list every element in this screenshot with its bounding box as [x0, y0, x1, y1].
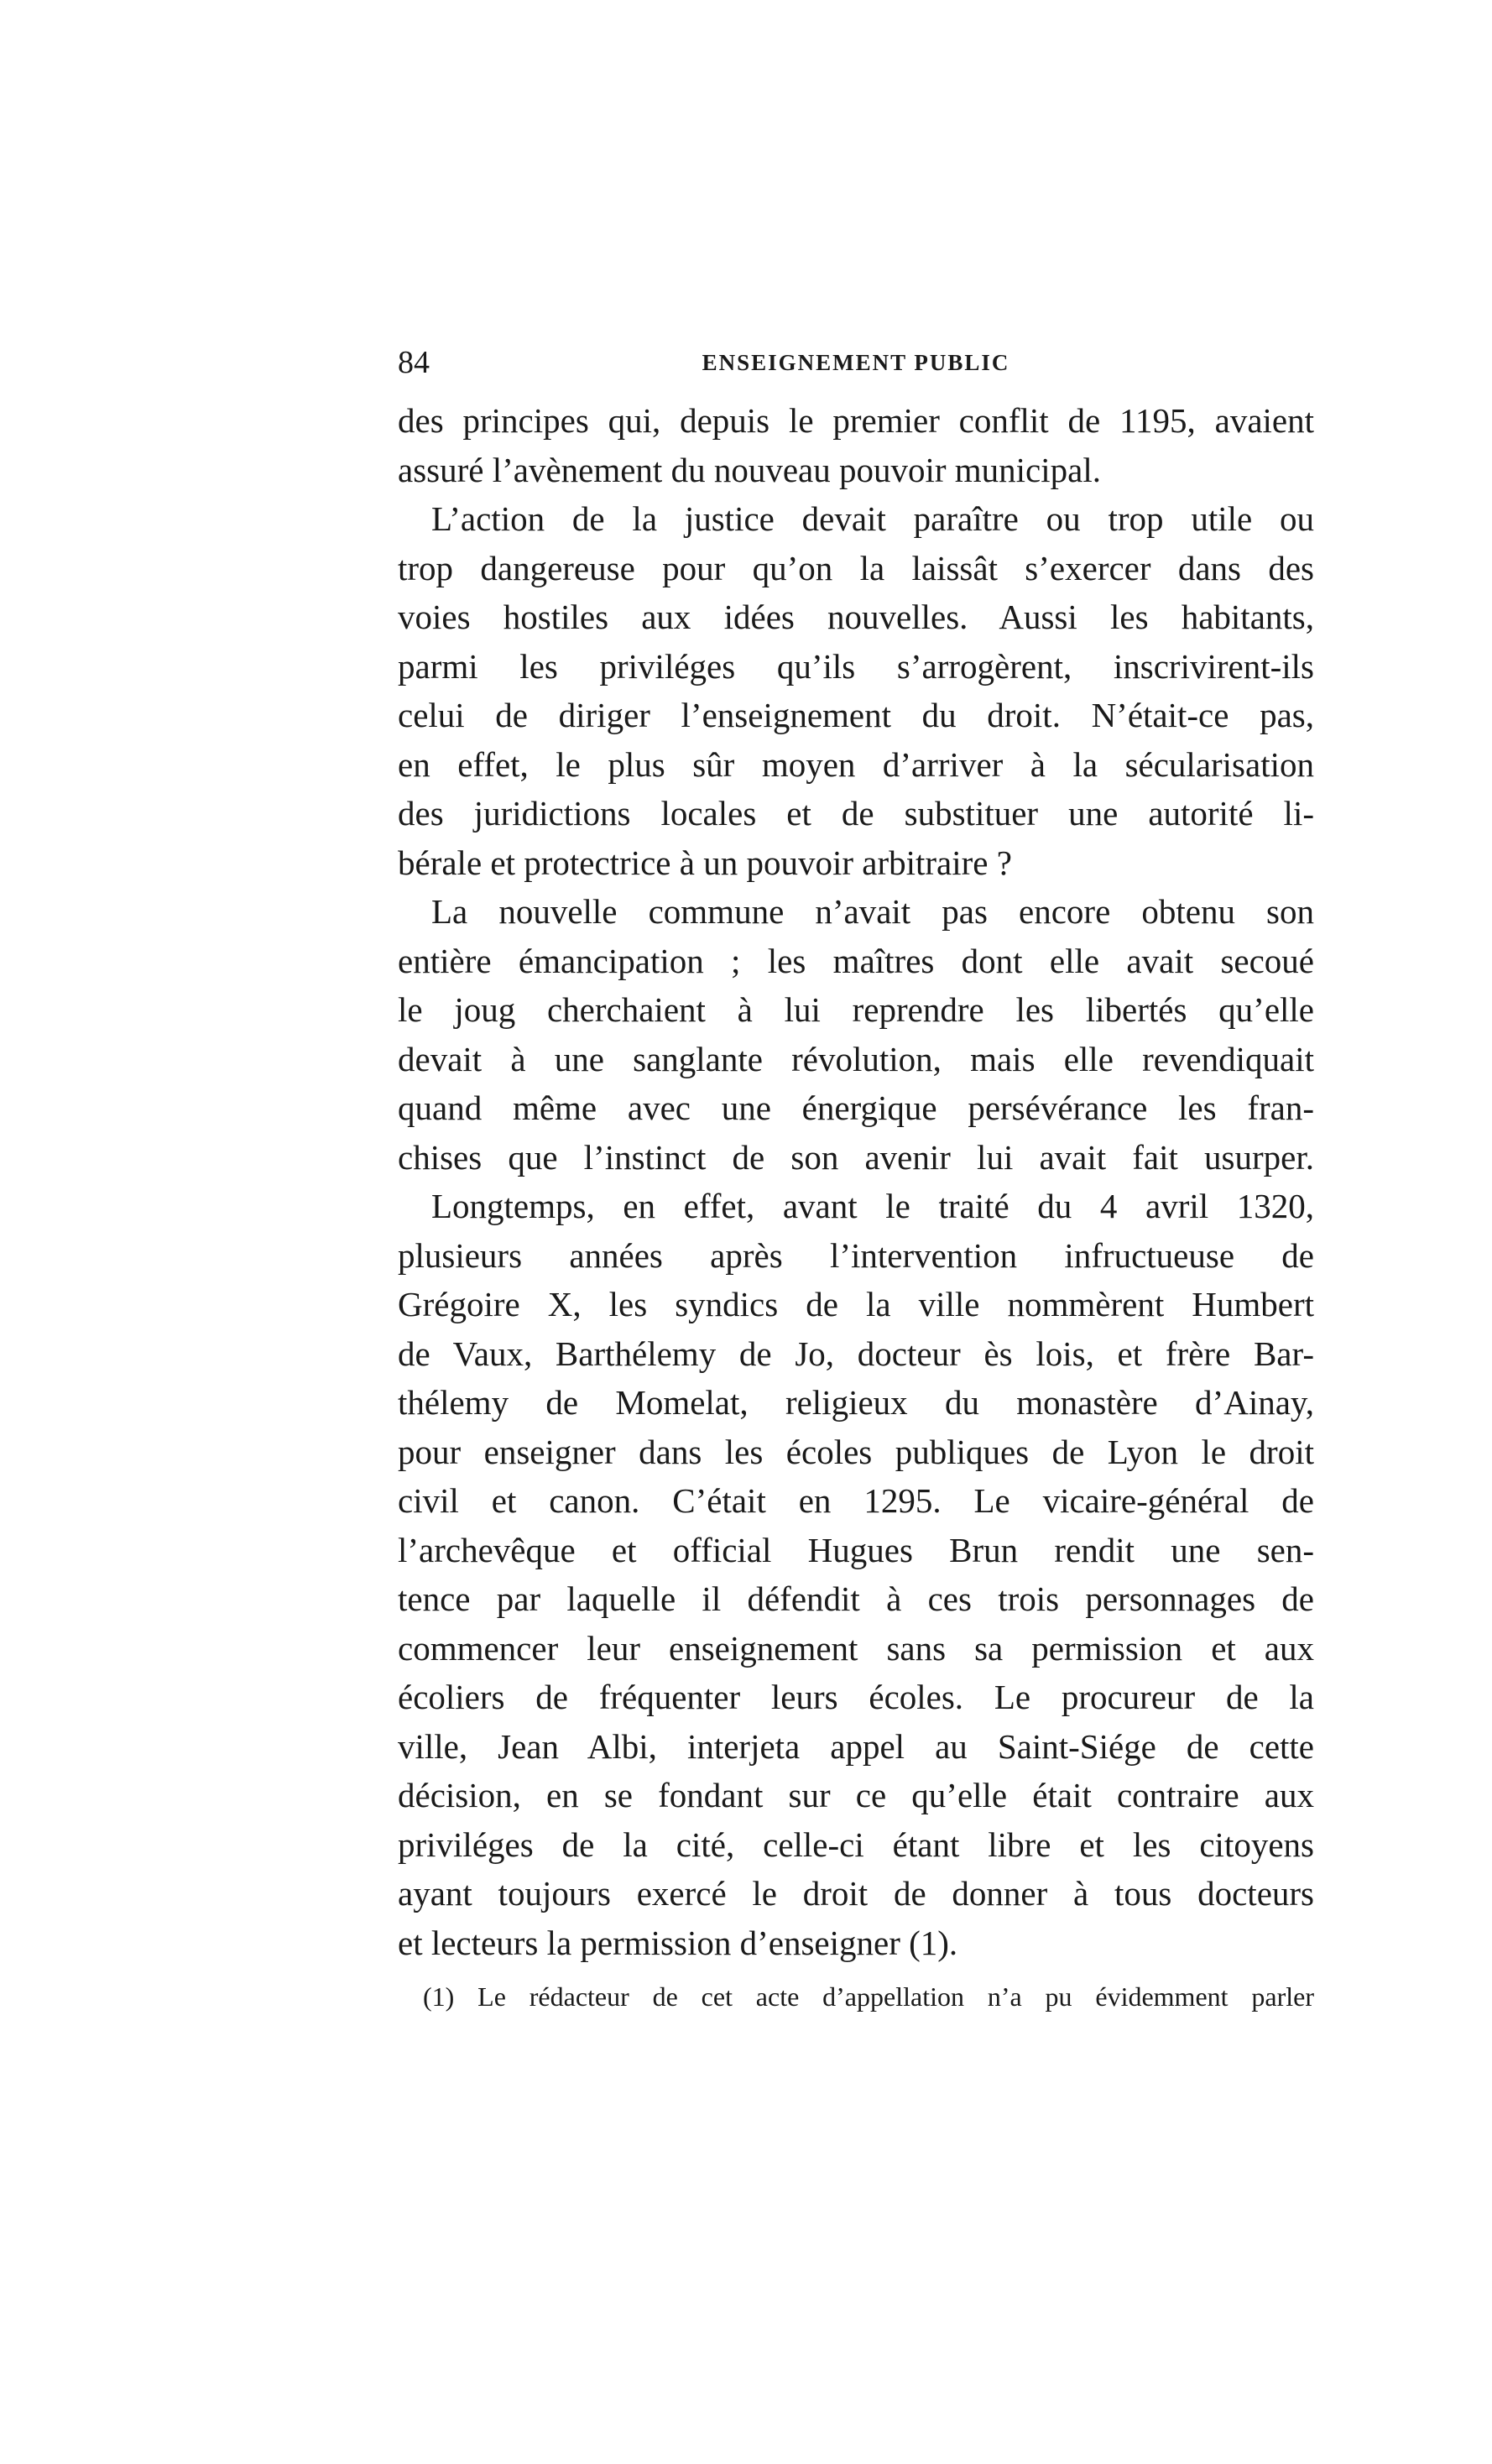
text-line: tence par laquelle il défendit à ces trois personnages de: [398, 1579, 1314, 1618]
text-line: civil et canon. C’était en 1295. Le vicaire-général de: [398, 1481, 1314, 1520]
text-line: quand même avec une énergique persévérance les fran-: [398, 1088, 1314, 1127]
text-line: décision, en se fondant sur ce qu’elle était contraire aux: [398, 1776, 1314, 1814]
text-line: entière émancipation ; les maîtres dont elle avait secoué: [398, 941, 1314, 980]
text-line: Grégoire X, les syndics de la ville nommèrent Humbert: [398, 1285, 1314, 1323]
text-line: parmi les priviléges qu’ils s’arrogèrent, inscrivirent-ils: [398, 646, 1314, 686]
text-line: le joug cherchaient à lui reprendre les libertés qu’elle: [398, 990, 1314, 1029]
text-line: thélemy de Momelat, religieux du monastère d’Ainay,: [398, 1383, 1314, 1422]
text-line: bérale et protectrice à un pouvoir arbitraire ?: [398, 843, 1012, 882]
body-text: [398, 396, 1314, 1967]
page-number: 84: [398, 345, 430, 380]
text-line: La nouvelle commune n’avait pas encore obtenu son: [431, 892, 1314, 931]
text-line: des juridictions locales et de substituer une autorité li-: [398, 794, 1314, 833]
text-line: de Vaux, Barthélemy de Jo, docteur ès lois, et frère Bar-: [398, 1334, 1314, 1373]
text-line: plusieurs années après l’intervention infructueuse de: [398, 1235, 1314, 1275]
text-line: priviléges de la cité, celle-ci étant libre et les citoyens: [398, 1825, 1314, 1864]
text-line: et lecteurs la permission d’enseigner (1).: [398, 1923, 958, 1962]
text-line: voies hostiles aux idées nouvelles. Aussi les habitants,: [398, 598, 1314, 636]
footnote: (1) Le rédacteur de cet acte d’appellation n’a pu évidemment parler: [423, 1981, 1314, 2012]
text-line: des principes qui, depuis le premier conflit de 1195, avaient: [398, 401, 1314, 440]
text-line: pour enseigner dans les écoles publiques de Lyon le droit: [398, 1432, 1314, 1471]
text-line: en effet, le plus sûr moyen d’arriver à la sécularisation: [398, 744, 1314, 784]
text-line: l’archevêque et official Hugues Brun rendit une sen-: [398, 1530, 1314, 1569]
running-head: [398, 337, 1314, 388]
text-line: trop dangereuse pour qu’on la laissât s’exercer dans des: [398, 548, 1314, 587]
text-line: chises que l’instinct de son avenir lui avait fait usurper.: [398, 1137, 1314, 1177]
text-line: Longtemps, en effet, avant le traité du 4 avril 1320,: [431, 1187, 1314, 1225]
text-line: commencer leur enseignement sans sa permission et aux: [398, 1628, 1314, 1668]
text-line: celui de diriger l’enseignement du droit. N’était-ce pas,: [398, 696, 1314, 734]
text-line: écoliers de fréquenter leurs écoles. Le procureur de la: [398, 1678, 1314, 1716]
text-line: ayant toujours exercé le droit de donner à tous docteurs: [398, 1874, 1314, 1913]
text-line: ville, Jean Albi, interjeta appel au Saint-Siége de cette: [398, 1726, 1314, 1766]
text-line: devait à une sanglante révolution, mais elle revendiquait: [398, 1039, 1314, 1078]
text-line: assuré l’avènement du nouveau pouvoir municipal.: [398, 450, 1101, 489]
header-title: ENSEIGNEMENT PUBLIC: [702, 350, 1010, 375]
text-line: L’action de la justice devait paraître ou trop utile ou: [431, 499, 1314, 538]
